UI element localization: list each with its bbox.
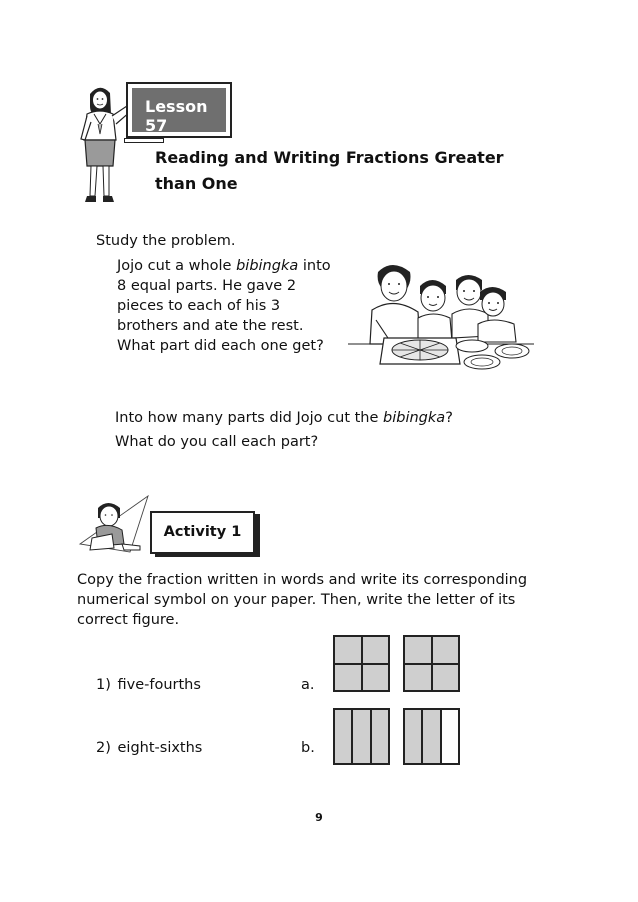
problem-line: pieces to each of his 3 [117,298,281,314]
shaded-part [432,664,460,692]
item-1 [96,675,201,695]
problem-text: Jojo cut a whole [117,258,237,274]
intro-text: Study the problem. [96,233,236,249]
shaded-part [404,664,432,692]
item-number: 2) [96,740,111,756]
problem-line: 8 equal parts. He gave 2 [117,278,297,294]
lesson-title: Reading and Writing Fractions Greater than One [155,148,504,193]
girl-drawing-illustration [78,494,152,556]
lesson-label: Lesson 57 [145,97,208,135]
figure-b-whole-2 [403,708,460,765]
activity-badge [150,511,255,554]
problem-text: into [298,258,331,274]
question-italic: bibingka [383,410,446,426]
shaded-part [432,636,460,664]
question-text: Into how many parts did Jojo cut the [115,410,384,426]
choice-letter-b: b. [301,740,315,756]
shaded-part [362,636,390,664]
item-words: eight-sixths [117,740,203,756]
activity-label: Activity 1 [163,524,242,540]
problem-line: brothers and ate the rest. [117,318,304,334]
figure-b-whole-1 [333,708,390,765]
figure-a-whole-1 [333,635,390,692]
shaded-part [371,709,389,764]
shaded-part [404,636,432,664]
figure-a-whole-2 [403,635,460,692]
unshaded-part [441,709,459,764]
item-words: five-fourths [117,677,201,693]
problem-italic: bibingka [236,258,299,274]
question-2: What do you call each part? [115,434,319,450]
shaded-part [422,709,440,764]
chalkboard-ledge [124,138,164,143]
problem-line: What part did each one get? [117,338,324,354]
shaded-part [404,709,422,764]
item-number: 1) [96,677,111,693]
question-1 [115,408,453,428]
lesson-badge [126,82,232,138]
word-problem [117,256,347,356]
choice-letter-a: a. [301,677,315,693]
shaded-part [362,664,390,692]
problem-line [117,256,347,276]
item-2 [96,738,202,758]
shaded-part [334,664,362,692]
children-sharing-bibingka-illustration [348,258,534,372]
question-text: ? [445,410,453,426]
shaded-part [334,709,352,764]
shaded-part [352,709,370,764]
page-number: 9 [315,811,323,824]
activity-instructions: Copy the fraction written in words and write its corresponding numerical symbol on your paper. Then, write the letter of its correct figure. [77,572,528,628]
chalkboard [132,88,226,135]
shaded-part [334,636,362,664]
